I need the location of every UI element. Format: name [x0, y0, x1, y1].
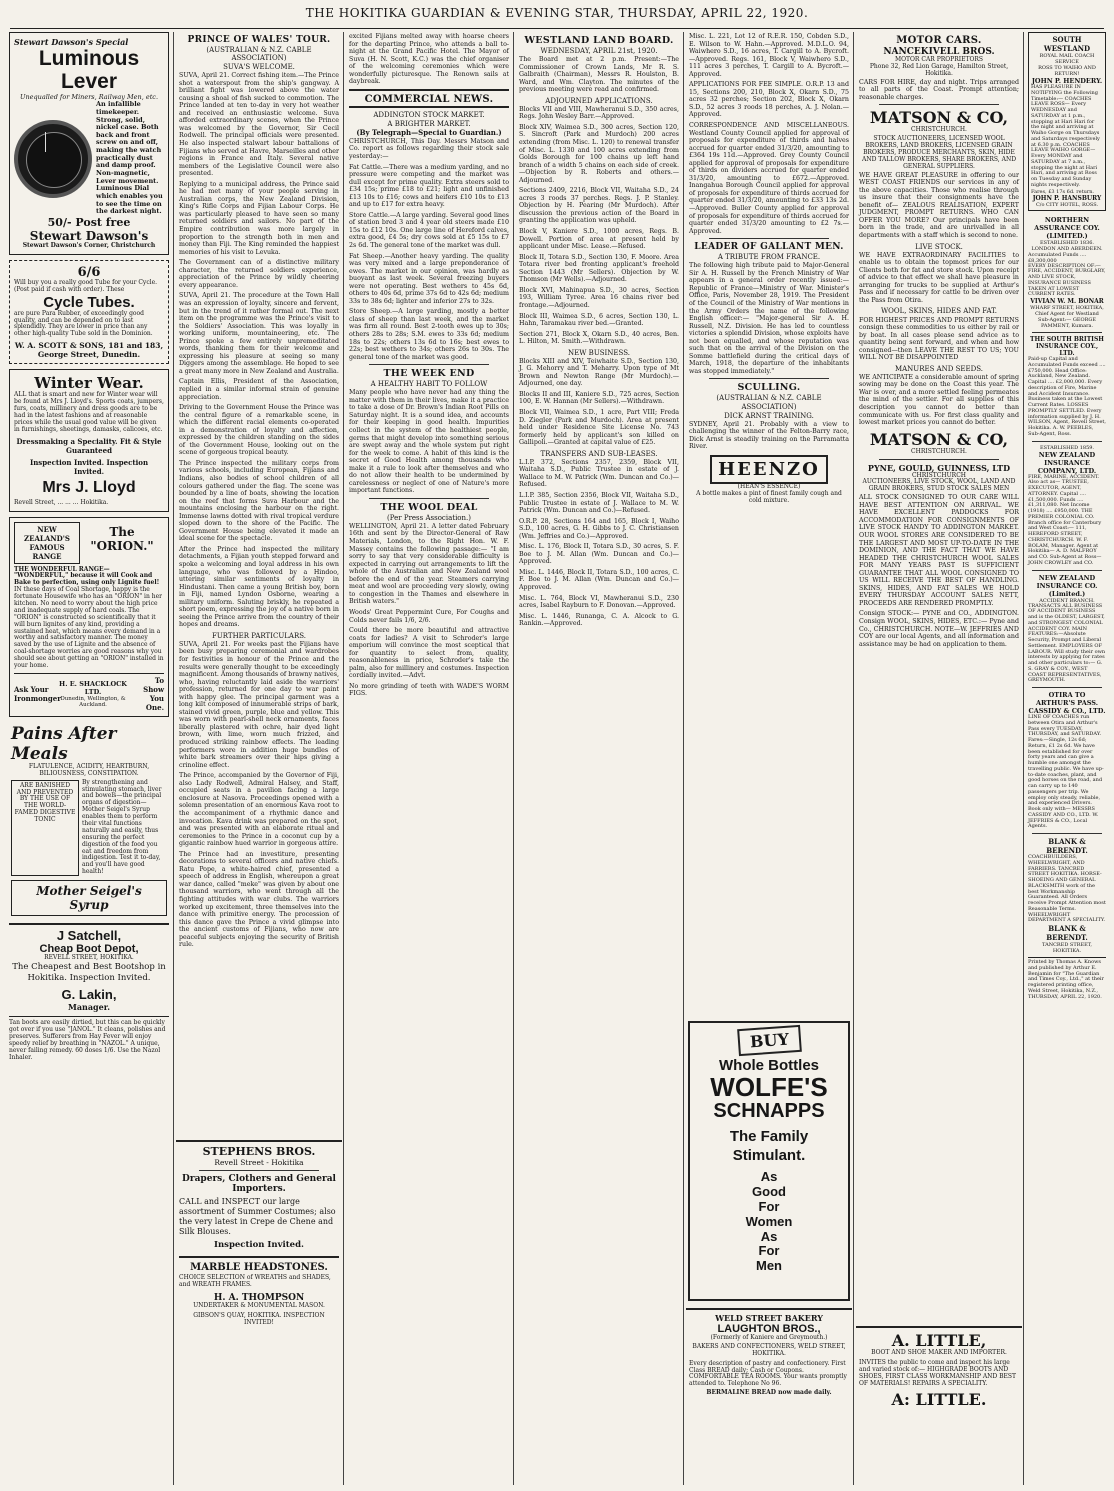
column-rule: [853, 32, 854, 1485]
ad-bread: BERMALINE BREAD now made daily.: [706, 1389, 832, 1397]
ad-body: A bottle makes a pint of finest family cough and cold mixture.: [696, 489, 842, 504]
ad-address: Revell Street - Hokitika: [214, 1158, 304, 1167]
ad-name: JOHN P. HENDERY.: [1031, 77, 1103, 85]
article-paragraph: Replying to a municipal address, the Prince said he had met many of your people serving in Australian corps, the New Zealand Division, King's Rifle Corps and Fijian Labour Corps. He was particularly pleased to have seen so many returned soldiers and sailors. No part of the Empire contribution was more largely in proportion to the strength both in men and money than Fiji. The King reminded the happiest memories of his visit to Levuka.: [179, 180, 339, 256]
ad-address: REVELL STREET, HOKITIKA.: [44, 954, 134, 962]
ad-sub: ACCIDENT BRANCH.: [1039, 597, 1095, 604]
ad-trade: AUCTIONEERS, LIVE STOCK, WOOL, LAND AND GRAIN BROKERS, STUD STOCK SALES MEN: [862, 478, 1016, 493]
ad-subheading: LIVE STOCK.: [915, 242, 963, 251]
article-paragraph: excited Fijians melted away with hoarse cheers for the departing Prince, who attends a ball to-night at the Grand Pacific Hotel. The Mayor of Suva (H. N. Scott, K.C.) was the chief organiser of the welcoming ceremonies which were wonderfully picturesque. The Renown sails at daybreak.: [349, 33, 509, 86]
column-rule: [343, 32, 344, 1485]
column-3: [346, 32, 512, 1485]
cycle-tubes-ad: [9, 260, 169, 364]
ad-title: SOUTH WESTLAND: [1043, 35, 1091, 53]
column-6: [856, 32, 1022, 1485]
ad-agent: JOHN P. HANSBURY: [1032, 194, 1102, 202]
ad-body: ALL STOCK CONSIGNED TO OUR CARE WILL HAVE BEST ATTENTION ON ARRIVAL. WE HAVE EXCELLENT PADDOCKS FOR ACCOMMODATION FOR CONSIGNMENTS OF LIVE STOCK HANDY TO ADDINGTON MARKET. OUR WOOL STORES ARE CONSIDERED TO BE THE LARGEST AND MOST UP-TO-DATE IN THE DOMINION, AND THE FACT THAT WE HAVE HEADED THE CHRISTCHURCH WOOL SALES FOR MANY YEARS PAST IS SUFFICIENT GUARANTEE THAT ALL WOOL CONSIGNED TO US WILL RECEIVE THE BEST OF HANDLING. SKINS, HIDES, AND FAT SALES WE HOLD EVERY THURSDAY ACCOUNT SALES NETT, PROCEEDS ARE RENDERED PROMPTLY.: [859, 494, 1019, 607]
ad-name: A: LITTLE.: [891, 1390, 987, 1410]
article-paragraph: Block XVI, Mahinapua S.D., 30 acres, Section 193, William Tyree. Area 16 chains river bed frontage.—Adjourned.: [519, 286, 679, 309]
column-1: [6, 32, 172, 1485]
article-paragraph: Section 271, Block X, Okarn S.D., 40 acres, Ben. L. Hilton, M. Smith.—Withdrawn.: [519, 330, 679, 346]
article-subheading: TRANSFERS AND SUB-LEASES.: [540, 449, 658, 458]
winter-wear-ad: [9, 369, 169, 511]
article-paragraph: Misc. L. 1446, Runanga, C. A. Alcock to G. Rankin.—Approved.: [519, 612, 679, 628]
article-paragraph: Blocks II and III, Kaniere S.D., 725 acres, Section 100, E. W. Hannan (Mr Sellers).—Withdrawn.: [519, 390, 679, 406]
article-paragraph: Misc. L. 1446, Block II, Totara S.D., 100 acres, C. F. Boe to J. M. Allan (Wm. Duncan and Co.)—Approved.: [519, 568, 679, 591]
ad-body: FIRE, MARINE, ACCIDENT. Also act as— TRUSTEE, EXECUTOR, AGENT, ATTORNEY. Capital .... £1,500,000. Funds .... £1,311,080. Net Income (1918) .... £950,000. THE PREMIER COLONIAL CO. Branch office for Canterbury and West Coast:— 111, HEREFORD STREET, CHRISTCHURCH. W. F. BOLAM, Manager. Agent at Hokitika— A. D. MALFROY and CO. Sub-Agent at Ross— JOHN CROWLEY and CO.: [1028, 473, 1102, 566]
ad-book: Book only with— MESSRS CASSIDY AND CO., LTD. W. JEFFRIES & CO., Local Agents.: [1028, 806, 1099, 830]
ad-word: Men: [756, 1258, 782, 1274]
article-paragraph: Block II, Totara S.D., Section 130, F. Moore. Area Totara river bed fronting applicant's freehold Section 1443 (Mr Sellers). Objection by W. Thomson (Mr Wells).—Adjourned.: [519, 253, 679, 284]
article-paragraph: The Board met at 2 p.m. Present:—The Commissioner of Crown Lands, Mr R. S. Galbraith (Chairman), Messrs R. Houlston, B. Ward, and Wm. Clayton. The minutes of the previous meeting were read and confirmed.: [519, 56, 679, 94]
column-rule: [513, 32, 514, 1485]
ad-word: As: [760, 1168, 778, 1184]
ad-title: Cheap Boot Depot,: [39, 943, 139, 956]
article-paragraph: Block XIV, Waimea S.D., 300 acres, Section 120, S. Sincroft (Park and Murdoch) 200 acres extending (from Misc. L. 120) to renewal transfer of Misc. L. 1330 and 100 acres extending from Golds Borough for 100 chains up left hand branch of a width 5 chains on each side of creek.—Objection by R. Roberts and others.—Adjourned.: [519, 123, 679, 184]
store-address: Stewart Dawson's Corner, Christchurch: [22, 242, 156, 250]
article-subheading: FURTHER PARTICULARS.: [212, 631, 306, 640]
ad-title: BLANK & BERENDT.: [1046, 837, 1088, 855]
article-subheading: SUVA'S WELCOME.: [223, 63, 295, 72]
ad-tagline: Unequalled for Miners, Railway Men, etc.: [19, 93, 159, 102]
northern-assurance-ad: [1028, 216, 1106, 330]
ad-agent-place: C/o CITY HOTEL, ROSS.: [1035, 201, 1099, 208]
article-title: SCULLING.: [737, 382, 801, 394]
ad-word: For: [758, 1198, 780, 1214]
article-subheading: A HEALTHY HABIT TO FOLLOW: [370, 380, 488, 389]
article-paragraph: Woods' Great Peppermint Cure, For Coughs and Colds never fails 1/6, 2/6.: [349, 608, 509, 624]
article-source: (AUSTRALIAN & N.Z. CABLE ASSOCIATION): [206, 46, 312, 63]
article-subheading: NEW BUSINESS.: [568, 348, 630, 357]
ad-est: ESTABLISHED 1836. LONDON AND ABERDEEN.: [1031, 239, 1103, 252]
article-paragraph: L.I.P. 385, Section 2356, Block VII, Waitaha S.D., Public Trustee in estate of J. Wallace to M. W. Patrick (Wm. Duncan and Co.)—Refused.: [519, 491, 679, 515]
ad-address: TANCRED STREET, HOKITIKA.: [1042, 942, 1092, 954]
article-subheading: A TRIBUTE FROM FRANCE.: [717, 253, 821, 262]
ad-name: PYNE, GOULD, GUINNESS, LTD: [867, 462, 1011, 473]
ad-name: Mrs J. Lloyd: [42, 478, 136, 496]
satchell-ad: [9, 923, 169, 1012]
article-source: (By Telegraph—Special to Guardian.): [356, 127, 502, 137]
article-paragraph: The Prince had an investiture, presenting decorations to several officers and native chiefs. Ratu Pope, a white-haired chief, presented a speech of address in English, whereupon a great war dance, called "meke" was given by about one thousand warriors, who went through all the fighting attitudes with war clubs. The warriors worked up excitement, three themselves into the dance with primitive energy. The procession of this dance gave the Prince a vivid glimpse into the ancient customs of Fijians, who now are peaceful subjects enjoying the security of British rule.: [179, 850, 339, 949]
article-paragraph: SYDNEY, April 21. Probably with a view to challenging the winner of the Felton-Barry race, Dick Arnst is steadily training on the Parramatta River.: [689, 420, 849, 451]
ad-name: J Satchell,: [56, 928, 122, 944]
ad-name: A. LITTLE,: [891, 1331, 987, 1350]
ad-body: COACHBUILDERS, WHEELWRIGHT, AND FARRIERS. TANCRED STREET HOKITIKA. HORSE-SHOEING AND GENERAL BLACKSMITH work of the best Workmanship Guaranteed. All Orders receive Prompt Attention most Reasonable Terms. WHEELWRIGHT DEPARTMENT A SPECIALITY.: [1028, 854, 1106, 924]
article-paragraph: Blocks VII and VIII, Mawheranui S.D., 350 acres, Regs. John Wesley Barr.—Approved.: [519, 105, 679, 121]
ad-title: Pains After Meals: [11, 723, 117, 764]
ad-body: WE HAVE EXTRAORDINARY FACILITIES to enable us to obtain the topmost prices for our Clients both for fat and store stock. Upon receipt of advice to that effect we shall have pleasure in arranging for trucks to be supplied at Arthur's Pass and if necessary for cattle to be driven over the Pass from Otira.: [859, 251, 1019, 304]
ad-brand: WOLFE'S: [710, 1072, 828, 1102]
ad-banish: ARE BANISHED AND PREVENTED BY THE USE OF THE WORLD-FAMED DIGESTIVE TONIC: [11, 780, 79, 876]
nazol-ad: Tan boots are easily dirtied, but this can be quickly got over if you use "JANOL." It cleans, polishes and preserves. Sufferers from Hay Fever will enjoy speedy relief by breathing in "NAZOL." A unique, never failing remedy. 60 doses 1/6. Use the Nazol Inhaler.: [9, 1016, 169, 1061]
ad-subheading: WOOL, SKINS, HIDES AND FAT.: [880, 307, 998, 316]
ad-body: Paid-up Capital and Accumulated Funds exceed .... £750,000. Head Office: Auckland, New Zealand. Capital .... £2,000,000. Every description of Fire, Marine and Accident Insurance. Business taken at the Lowest Current Rates. LOSSES PROMPTLY SETTLED. Every information supplied by J. H. WILSON, Agent, Revell Street, Hokitika. A. W. PEEBLES, Sub-Agent, Ross.: [1028, 356, 1107, 437]
article-paragraph: CORRESPONDENCE AND MISCELLANEOUS. Westland County Council applied for approval of proposals for expenditure of thirds and halves accrued for quarter ended 31/3/20, amounting to £364 19s 11d.—Approved. Grey County Council applied for approval of proposals for expenditure of thirds on dividers accrued for quarter ended 31/3/20, amounting to £672.—Approved. Inangahua Borough Council applied for approval of proposals for expenditure of thirds accrued for quarter ended 31/3/20, amounting to £33 13s 2d.—Approved. Buller County applied for approval of proposals for expenditure of thirds accrued for quarter ended 31/3/20 amounting to £2 7s.—Approved.: [689, 122, 849, 235]
ad-product: Mother Seigel's Syrup: [11, 880, 167, 916]
ad-funds: Accumulated Funds .... £8,300,000: [1028, 251, 1087, 264]
brand-line: Stewart Dawson's Special: [14, 37, 129, 47]
ad-title: Luminous Lever: [38, 47, 140, 94]
ad-name: STEPHENS BROS.: [202, 1145, 316, 1158]
ad-intro: Will buy you a really good Tube for your Cycle. (Post paid if cash with order). These: [14, 278, 158, 293]
orion-range-ad: [9, 517, 169, 717]
ad-line: The Family: [729, 1128, 809, 1146]
ad-trade: MOTOR CAR PROPRIETORS: [894, 56, 984, 63]
column-rule: [173, 32, 174, 1485]
ad-phone: Phone 32, Red Lion Garage, Hamilton Street, Hokitika.: [869, 62, 1009, 77]
ad-trade: Drapers, Clothers and General Importers.: [182, 1174, 336, 1194]
ad-line: Whole Bottles: [719, 1057, 819, 1074]
ad-heading: THE WONDERFUL RANGE— "WONDERFUL," because it will Cook and Bake to perfection, using only Lignite fuel!: [14, 565, 160, 587]
store-name: Stewart Dawson's: [29, 229, 149, 244]
article-title: LEADER OF GALLANT MEN.: [694, 242, 844, 253]
ad-symptoms: FLATULENCE, ACIDITY, HEARTBURN, BILIOUSNESS, CONSTIPATION.: [28, 762, 150, 777]
article-subheading: ADDINGTON STOCK MARKET.: [373, 110, 485, 119]
column-7: [1026, 32, 1108, 1485]
article-title: THE WEEK END: [383, 368, 475, 380]
article-paragraph: SUVA, April 21. The procedure at the Town Hall was an expression of loyalty, sincere and fervent, but in the trend of it rather formal out. The next item on the programme was the Prince's visit to the Soldiers' Association. This was loyally in working uniform, mountaineering, etc. The Prince spoke a few entirely unpremeditated words, thanking them for their welcome and expressing his pleasure at seeing so many Diggers among the assemblage. He hoped to see a great many more in New Zealand and Australia.: [179, 292, 339, 375]
article-paragraph: Fat Cattle.—There was a medium yarding, and no pressure were competing and the market was dull except for prime quality. Extra steers sold to £34 15s; prime £18 to £21; light and unfinished £13 10s to £16; cows and heifers £10 10s to £13 and up to £17 for extra heavy.: [349, 163, 509, 209]
otira-coach-ad: [1028, 691, 1106, 830]
wolfes-schnapps-ad: [686, 1015, 852, 1305]
ad-name: MATSON & CO,: [869, 429, 1009, 449]
ad-title: THE SOUTH BRITISH INSURANCE COY., LTD.: [1030, 336, 1104, 357]
article-paragraph: Block VII, Waimea S.D., 1 acre, Part VIII; Freda D. Ziegler (Park and Murdoch). Area at present held under Residence Site License No. 743 formerly held by applicant's son killed on Gallipoli.—Granted at capital value of £25.: [519, 409, 679, 447]
ad-body: TRANSACTS ALL BUSINESS OF ACCIDENT BUSINESS and is the OLDEST, LARGEST, and STRONGEST COLONIAL ACCIDENT COY. MAIN FEATURES:—Absolute Security, Prompt and Liberal Settlement. EMPLOYERS OF LABOUR. Will study their own interests by applying for rates and other particulars to:— G. S. GRAY & COY., WEST COAST REPRESENTATIVES, GREYMOUTH.: [1028, 602, 1106, 684]
ad-title: MARBLE HEADSTONES.: [190, 1262, 328, 1273]
article-title: PRINCE OF WALES' TOUR.: [187, 35, 331, 45]
ad-est: ESTABLISHED 1859.: [1039, 444, 1095, 451]
ad-title: The "ORION.": [90, 524, 154, 553]
ad-title: OTIRA TO ARTHUR'S PASS.: [1035, 691, 1099, 707]
ad-title: Winter Wear.: [34, 374, 144, 393]
ad-body: CALL and INSPECT our large assortment of Summer Costumes; also the very latest in Crepe de Chene and Silk Blouses.: [179, 1197, 336, 1236]
ad-price: 6/6: [77, 264, 101, 280]
article-paragraph: Blocks XIII and XIV, Teiwhaite S.D., Section 130, J. G. Mehorry and T. Meharry. Upon type of Mt Brown and Newton Range (Mr Murdoch).—Adjourned, one day.: [519, 357, 679, 388]
watch-icon: [14, 120, 92, 198]
article-paragraph: L.I.P. 372, Sections 2357, 2359, Block VII, Waitaha S.D., Public Trustee in estate of J. Wallace to M. W. Patrick (Wm. Duncan and Co.)—Refused.: [519, 458, 679, 489]
article-paragraph: Fat Sheep.—Another heavy yarding. The quality was very mixed and a large preponderance of ewes. The market in our opinion, was hardly as buoyant as last week. Several freezing buyers were not operating. Best wethers to 45s 6d, others to 40s 6d, prime 37s 6d to 42s 6d; medium 33s to 38s 6d; lighter and inferior 27s to 32s.: [349, 252, 509, 305]
masthead: THE HOKITIKA GUARDIAN & EVENING STAR, THURSDAY, APRIL 22, 1920.: [10, 6, 1104, 29]
ad-product: SCHNAPPS: [713, 1100, 825, 1123]
ad-price: 50/- Post free: [47, 216, 131, 230]
article-subheading: DICK ARNST TRAINING.: [724, 411, 814, 420]
article-paragraph: Misc. L. 221, Lot 12 of R.E.R. 150, Cobden S.D., E. Wilson to W. Hahn.—Approved. M.D.L.O. 94, Waiwhero S.D., 16 acres, T. Cargill to A. Bycroft.—Approved. Regs. 161, Block V, Waiwhero S.D., 111 acres 3 perches, T. Cargill to A. Bycroft.—Approved.: [689, 33, 849, 78]
ad-body: INVITES the public to come and inspect his large and varied stock of:— HIGHGRADE BOOTS AND SHOES, FIRST CLASS WORKMANSHIP AND BEST OF MATERIALS! REPAIRS A SPECIALITY.: [859, 1358, 1017, 1387]
article-paragraph: Misc. L. 764, Block VI, Mawheranui S.D., 230 acres, Isabel Rayburn to F. Donovan.—Approved.: [519, 594, 679, 610]
article-source: (Per Press Association.): [387, 513, 471, 522]
article-paragraph: The Government can of a distinctive military character, the returned soldiers experience, appreciation of the Prince by wildly cheering every appearance.: [179, 259, 339, 289]
ad-ask: Ask Your Ironmonger: [14, 684, 61, 703]
nz-insurance-ad: [1028, 445, 1106, 567]
article-paragraph: No more grinding of teeth with WADE'S WORM FIGS.: [349, 682, 509, 698]
south-british-ad: [1028, 336, 1106, 438]
article-paragraph: The Prince inspected the military corps from various schools, including European, Fijians and Indians, also bodies of school children of all colours gathered under the flag. The scene was bounded by a line of boats, showing the location on the reef that forms Suva Harbour and the mountains enclosing the harbour on the right. Immense lawns dotted with rival tropical verdure sloped down to the shore of the Pacific. The Government House being elevated it made an ideal scene for the spectacle.: [179, 459, 339, 543]
article-paragraph: Block III, Waimea S.D., 6 acres, Section 130, L. Hahn, Taramakau river bed.—Granted.: [519, 312, 679, 328]
ad-word: Women: [745, 1213, 793, 1229]
article-paragraph: The Prince, accompanied by the Governor of Fiji, also Lady Rodwell, Admiral Halsey, and Staff, occupied seats in a pavilion facing a large enclosure at Nasova. Proceedings opened with a solemn presentation of an enormous Kava root to the accompaniment of a rhythmic dance and invocation. Kava drink was prepared on the spot, and was presented with an elaborate ritual and ceremonies to the Prince in a coconut cup by a gigantic rainbow hued warrior in gorgeous attire.: [179, 772, 339, 848]
article-paragraph: SUVA, April 21. For weeks past the Fijians have been busy preparing ceremonial and wardrobes for festivities in honour of the Prince and the results were generally thought to be exceedingly magnificent. Among thousands of brawny natives, who, having reluctantly laid aside the warriors' profession, returned for one day to war paint with happy glee. The principal garment was a long kilt composed of innumerable strips of bark, stained vivid green, purple, blue and yellow. This was worn with pearl-shell neck ornaments, faces liberally plastered with ochre, hair dyed light brown, with lime, worn much frizzed, and produced striking rainbow effects. The leading performers wore in addition huge bundles of white bark streamers over their hips giving a crinoline effect.: [179, 640, 339, 769]
ad-body: CARS FOR HIRE, day and night. Trips arranged to all parts of the Coast. Prompt attention; reasonable charges.: [859, 78, 1019, 101]
ad-body: LINE OF COACHES run between Otira and Arthur's Pass every TUESDAY, THURSDAY, and SATURDAY. Fares:—Single, 12s 6d; Return, £1 2s 6d. We have been established for over forty years and can give a humble one amongst the travelling public. We have up-to-date coaches, plant, and good horses on the road, and can carry up to 140 passengers per trip. We employ only steady, reliable, and experienced Drivers.: [1028, 714, 1104, 807]
ad-title: NORTHERN ASSURANCE COY. (LIMITED.): [1034, 215, 1100, 240]
ad-route: ROSS TO WAIHO AND RETURN!: [1038, 65, 1096, 77]
ad-left: NEW ZEALAND'S FAMOUS RANGE: [14, 522, 80, 564]
laughton-bakery-ad: [686, 1308, 852, 1485]
ad-sub: (HEAN'S ESSENCE): [737, 482, 801, 490]
ad-body: ALL that is smart and new for Winter wear will be found at Mrs J. Lloyd's. Sports coats, jumpers, furs, coats, millinery and dress goods are to be had in the latest fashions and at reasonable prices while the usual good value will be given in furnishings, sheetings, damasks, calicoes, etc.: [14, 391, 164, 433]
ad-name: MATSON & CO,: [869, 108, 1009, 128]
article-paragraph: Driving to the Government House the Prince was the central figure of a remarkable scene, in which the different racial elements co-operated in a demonstration of loyalty and affection, expressed by the children standing on the sides of the Government House, looking out on the scene of gorgeous tropical beauty.: [179, 404, 339, 457]
ad-body: IN these days of Coal Shortage, happy is the fortunate Housewife who has an "ORION" in her kitchen. No need to worry about the high price and inadequate supply of hard coals. The "ORION" is constructed so scientifically that it will burn lignites of any kind, providing a sustained heat, which means every demand in a worthy and satisfactory manner. The money saved by the use of Lignite and the absence of coal-shortage worries are good reasons why you should see about getting an "ORION" installed in your home.: [14, 586, 164, 669]
south-westland-coach-ad: [1028, 32, 1106, 211]
column-rule: [683, 32, 684, 1485]
article-paragraph: Store Sheep.—A large yarding, mostly a better class of sheep than last week, and the market was firm all round. Best 2-tooth ewes up to 30s; others 28s to 28s; S.M. ewes to 33s 6d; medium 18s to 22s; others 13s 6d to 16s; best ewes to 22s; best wethers to 34s; others 26s to 30s. The general tone of the market was good.: [349, 308, 509, 361]
ad-body: Consign STOCK:— PYNE and CO., ADDINGTON. Consign WOOL, SKINS, HIDES, ETC.:— Pyne and Co., CHRISTCHURCH. NOTE—W. JEFFRIES AND COY are our local Agents, and all information and assistance may be had on application to them.: [859, 610, 1019, 648]
ad-body: By strengthening and stimulating stomach, liver and bowels—the principal organs of digestion—Mother Seigel's Syrup enables them to perform their vital functions naturally and easily, thus ensuring the perfect digestion of the food you eat and freedom from indigestion. Test it to-day, and you'll have good health!: [82, 778, 162, 876]
article-title: WESTLAND LAND BOARD.: [524, 35, 674, 46]
ad-trade: STOCK AUCTIONEERS, LICENSED WOOL BROKERS, LAND BROKERS, LICENSED GRAIN BROKERS, PRODUCE MERCHANTS, SKIN, HIDE AND TALLOW BROKERS, SHARE BROKERS, AND GENERAL SUPPLIERS.: [861, 135, 1017, 170]
ad-fares: Fares, £3 17s 6d. return.: [1031, 188, 1095, 195]
ad-title: NEW ZEALAND INSURANCE COMPANY, LTD.: [1037, 450, 1097, 475]
ad-line: Dressmaking a Speciality. Fit & Style Guaranteed: [16, 436, 162, 455]
ad-place: CHRISTCHURCH: [911, 471, 967, 479]
ad-name: H. A. THOMPSON: [213, 1292, 305, 1303]
ad-agent: VIVIAN W. M. BONAR: [1030, 298, 1104, 305]
ad-place: CHRISTCHURCH.: [911, 447, 967, 455]
ad-body: The Cheapest and Best Bootshop in Hokitika. Inspection Invited.: [12, 962, 166, 984]
ad-trade: BOOT AND SHOE MAKER AND IMPORTER.: [871, 1349, 1007, 1356]
ad-word: For: [758, 1243, 780, 1259]
ad-trade: UNDERTAKER & MONUMENTAL MASON.: [193, 1301, 325, 1309]
ad-body: CHOICE SELECTION of WREATHS and SHADES, and WREATH FRAMES.: [179, 1274, 331, 1288]
ad-subagent: Sub-Agent:— GEORGE PAMMENT, Kumara.: [1038, 317, 1096, 329]
ad-subheading: MANURES AND SEEDS.: [894, 364, 984, 373]
buy-badge: BUY: [737, 1025, 802, 1056]
ad-title: MOTOR CARS.: [896, 35, 982, 46]
article-paragraph: Many people who have never had any thing the matter with them in their lives, make it a practice to take a dose of Dr. Brown's Indian Root Pills on Saturday night. It is a sound idea, and accounts for their keeping in good health. Impurities collect in the system of the healthiest people, germs that might develop into something serious are swept away and the whole system put right for the week to come. A habit of this kind is the secret of Good Health among thousands who make it a rule to look after themselves and who do not allow their health to be undermined by carelessness or neglect of one of Nature's more important functions.: [349, 389, 509, 495]
article-subheading: A BRIGHTER MARKET.: [387, 119, 471, 128]
ad-title: NEW ZEALAND INSURANCE CO. (Limited.): [1036, 573, 1098, 598]
ad-name: CASSIDY & CO., LTD.: [1028, 707, 1106, 715]
column-rule: [1023, 32, 1024, 1485]
ad-word: As: [760, 1228, 778, 1244]
ad-body: WE ANTICIPATE a considerable amount of spring sowing may be done on the Coast this year. The War is over, and a more settled feeling permeates the mind of the settler. For all supplies of this description you cannot do better than communicate with us. For first class quality and lowest market prices you cannot do better.: [859, 373, 1019, 427]
ad-maker-places: Dunedin, Wellington, & Auckland.: [60, 695, 126, 708]
luminous-lever-ad: [9, 32, 169, 255]
ad-maker: H. E. SHACKLOCK LTD.: [59, 679, 127, 696]
manager-title: Manager.: [68, 1002, 110, 1013]
ad-body: HAS PLEASURE IN NOTIFYING the Following Timetable:— COACHES LEAVE ROSS— Every WEDNESDAY and SATURDAY at 1 p.m., stopping at Hari Hari for the night and arriving at Waiho Gorge on Thursdays and Saturdays respectively at 6.30 p.m. COACHES LEAVE WAIHO GORGE— Every MONDAY and SATURDAY at 7 a.m., stopping the night at Hari Hari, and arriving at Ross on Tuesday and Sunday nights respectively.: [1031, 84, 1100, 188]
a-little-ad: [856, 1326, 1022, 1485]
ad-body: EVERY DESCRIPTION OF:— FIRE, ACCIDENT, BURGLARY, AND LIVE STOCK, INSURANCE BUSINESS TAKEN AT LOWEST CURRENT RATES.: [1028, 262, 1106, 298]
article-paragraph: The following high tribute paid to Major-General Sir A. H. Russell by the French Ministry of War appears in a general order recently issued:— Republic of France—Ministry of War. Minister's Office, Paris, November 28, 1919. The President of the Council of the Ministry of War mentions in the Army Orders the name of the following English officer:— "Major-general Sir A. H. Russell, N.Z. Division. He has led to countless victories a splendid Division, whose exploits have not been equalled, and whose reputation was such that on the arrival of the Division on the Somme battlefield during the critical days of March, 1918, the departure of the inhabitants was stopped immediately.": [689, 262, 849, 375]
article-paragraph: Store Cattle.—A large yarding. Several good lines of station bred 3 and 4 year old steers made £10 15s to £12 10s. One large line of Hereford calves, extra good, £4 5s; dry cows sold at £5 15s to £7 2s 6d. The general tone of the market was dull.: [349, 211, 509, 249]
ad-title: Cycle Tubes.: [43, 293, 135, 311]
article-paragraph: APPLICATIONS FOR FEE SIMPLE. O.R.P. 13 and 15, Sections 200, 210, Block X, Okarn S.D., 75 acres 32 perches; Section 202, Block X, Okarn S.D., 52 acres 3 roods 18 perches, A. J. Nolan.—Approved.: [689, 81, 849, 119]
article-paragraph: Could there be more beautiful and attractive coats for ladies? A visit to Schroder's large emporium will convince the most sceptical that for quantity to select from, quality, reasonableness in price, Schroder's take the palm, also for millinery and costumes. Inspection cordially invited.—Advt.: [349, 627, 509, 680]
article-paragraph: O.R.P. 28, Sections 164 and 165, Block I, Waiho S.D., 100 acres, G. H. Gibbs to J. C. Christiansen (Wm. Jeffries and Co.)—Approved.: [519, 517, 679, 540]
ad-title: WELD STREET BAKERY: [715, 1313, 823, 1323]
heenzo-logo: HEENZO: [710, 455, 828, 484]
article-paragraph: Misc. L. 176, Block II, Totara S.D., 30 acres, S. F. Boe to J. M. Allan (Wm. Duncan and Co.)—Approved.: [519, 543, 679, 566]
pains-after-meals-ad: [9, 722, 169, 918]
article-paragraph: Sections 2409, 2216, Block VII, Waitaha S.D., 24 acres 3 roods 37 perches. Regs. J. P. Stanley. Objection by H. Pearing (Mr Murdoch). After discussion the previous action of the Board in granting the application was upheld.: [519, 187, 679, 225]
ad-name: LAUGHTON BROS.,: [717, 1323, 821, 1335]
article-subheading: ADJOURNED APPLICATIONS.: [545, 96, 653, 105]
ad-agent-address: WHARF STREET, HOKITIKA, Chief Agent for Westland: [1030, 305, 1104, 317]
ad-body: are pure Para Rubber, of exceedingly good quality, and can be depended on to last splendidly. They are lower in price than any other high-quality Tube sold in the Dominion.: [14, 309, 153, 338]
article-paragraph: After the Prince had inspected the military detachments, a Fijian youth stepped forward and spoke a welcoming and loyal address in his own language, who was followed by a Hindoo, uttering similar sentiments of loyalty in Hindustani. Then came a young British boy, born in Fiji, named Lyndon Osborne, wearing a military uniform. Saluting briskly, he repeated a short poem, expressing the joy of a native born in seeing the Prince arrive from the country of their hopes and dreams.: [179, 545, 339, 629]
ad-body: FOR HIGHEST PRICES AND PROMPT RETURNS consign these commodities to us either by rail or by boat. In all cases please send advice as to quantity being sent forward, and when and how consigned—then LEAVE THE REST TO US; YOU WILL NOT BE DISAPPOINTED: [859, 316, 1019, 362]
printer-imprint: Printed by Thomas A. Knows and published by Arthur E. Benjamin for "The Guardian and Times Coy., Ltd.," at their registered printing office, Weld Street, Hokitika, N.Z., THURSDAY, APRIL 22, 1920.: [1028, 957, 1106, 1000]
article-paragraph: WELLINGTON, April 21. A letter dated February 16th and sent by the Director-General of Raw Materials, London, to the Right Hon. W. F. Massey contains the following passage:— "I am sorry to say that very considerable difficulty is expected in carrying out arrangements to lift the whole of the Australian and New Zealand wool before the end of the year. Steamers carrying meat and wool are proceeding very slowly, owing to congestion in the Thames and elsewhere in British waters.": [349, 522, 509, 606]
section-title: COMMERCIAL NEWS.: [364, 93, 494, 105]
article-date: WEDNESDAY, APRIL 21st, 1920.: [540, 47, 658, 55]
manager-name: G. Lakin,: [61, 987, 117, 1003]
ad-seller: W. A. SCOTT & SONS, 181 and 183, George Street, Dunedin.: [14, 341, 164, 360]
article-paragraph: Captain Ellis, President of the Association, replied in a similar informal strain of genuine appreciation.: [179, 378, 339, 401]
column-4: [516, 32, 682, 1485]
ad-address: GIBSON'S QUAY, HOKITIKA. INSPECTION INVITED!: [193, 1311, 325, 1326]
article-source: (AUSTRALIAN & N.Z. CABLE ASSOCIATION): [716, 394, 822, 411]
article-title: THE WOOL DEAL: [380, 501, 478, 513]
ad-body: WE HAVE GREAT PLEASURE in offering to our WEST COAST FRIENDS our services in any of the above capacities. Those who realise through us insure that their consignments have the benefit of— ZEALOUS REALISATION, EXPERT JUDGMENT, PROMPT RETURNS. WHO CAN OFFER YOU MORE? Our principals have been born in the trade, and are unrivalled in all departments with a staff which is second to none.: [859, 171, 1019, 240]
ad-title: BLANK & BERENDT.: [1046, 924, 1088, 942]
ad-line: Stimulant.: [732, 1147, 806, 1165]
stephens-and-marble-ads: [176, 1140, 342, 1485]
ad-trade: BAKERS AND CONFECTIONERS, WELD STREET, HOKITIKA.: [692, 1342, 846, 1357]
ad-body: Every description of pastry and confectionery. First Class BREAD daily; Cash or Coupons. COMFORTABLE TEA ROOMS. Your wants promptly attended to. Telephone No 96.: [689, 1359, 847, 1388]
ad-name: NANCEKIVELL BROS.: [883, 47, 995, 57]
ad-formerly: (Formerly of Kaniere and Greymouth.): [710, 1334, 828, 1341]
nz-insurance-accident-ad: [1028, 574, 1106, 685]
ad-place: CHRISTCHURCH.: [911, 126, 967, 134]
article-paragraph: Block V, Kaniere S.D., 1000 acres, Regs. B. Dowell. Portion of area at present held by applicant under Misc. Lease.—Refused.: [519, 228, 679, 251]
ad-show: To Show You One.: [143, 675, 164, 712]
blank-berendt-ad: [1028, 837, 1106, 1000]
ad-invite: Inspection Invited.: [214, 1240, 304, 1250]
ad-word: Good: [752, 1183, 786, 1199]
ad-address: Revell Street, ... ... ... Hokitika.: [14, 498, 109, 506]
ad-line: Inspection Invited. Inspection Invited.: [29, 457, 149, 476]
ad-sub: ROYAL MAIL COACH SERVICE: [1039, 53, 1095, 65]
article-paragraph: CHRISTCHURCH, This Day. Messrs Matson and Co. report as follows regarding their stock sale yesterday:—: [349, 137, 509, 160]
article-paragraph: SUVA, April 21. Correct fishing item.—The Prince shot a waterspout from the ship's gangway. A brilliant fight was lowered above the water causing a shoal of fish sucked to commotion. The Prince landed at ten to-day in very hot weather and received an enthusiastic welcome. Suva afforded extraordinary scenes, when the Prince was welcomed by the Governor, Sir Cecil Rodwell. The principal officials were presented. He also inspected stalwart labour battalions of Fijians who served at Havre, Marseilles and other regions in France and Italy. Several native members of the Legislative Council were also presented.: [179, 72, 339, 178]
ad-body: An infallible timekeeper. Strong, solid, nickel case. Both back and front screw on and off, making the watch practically dust and damp proof. Non-magnetic, Lever movement. Luminous Dial which enables you to see the time on the darkest night.: [96, 100, 163, 216]
